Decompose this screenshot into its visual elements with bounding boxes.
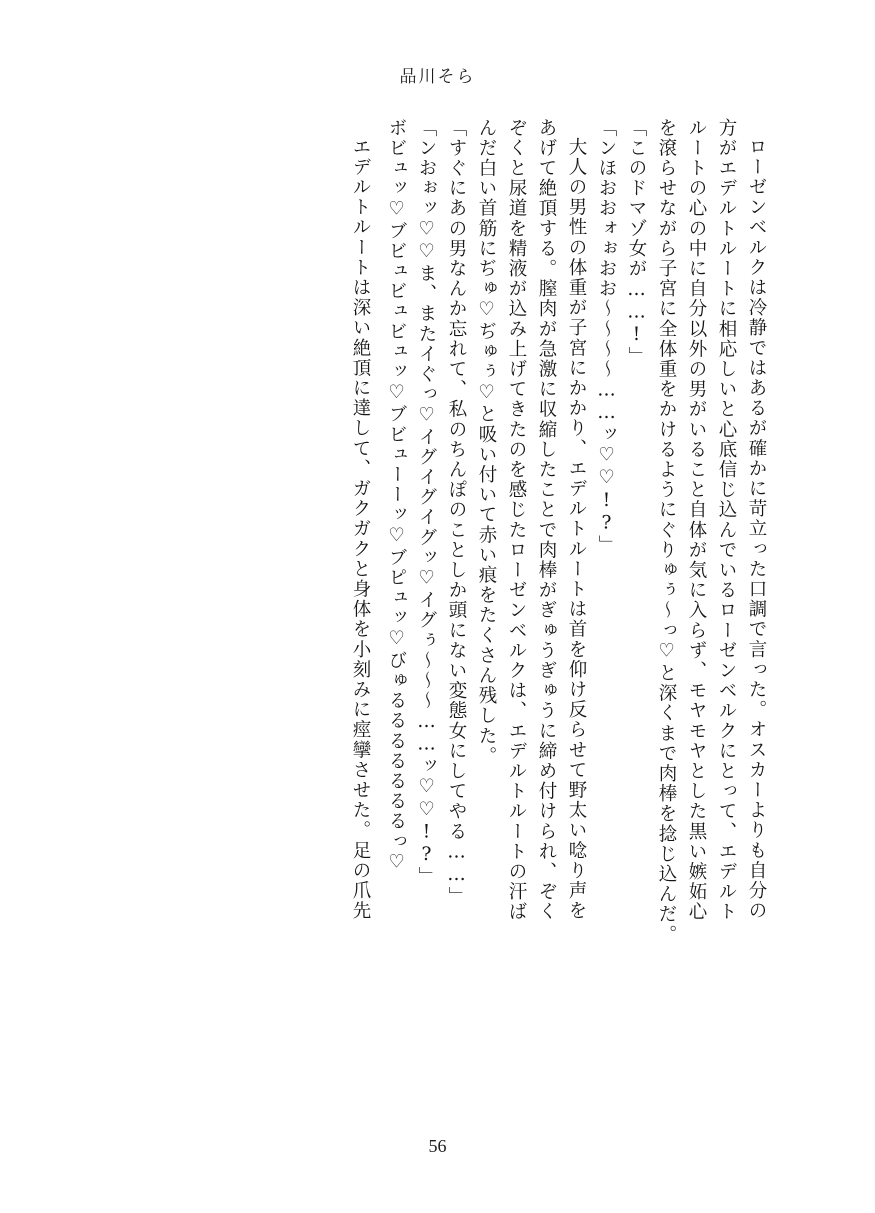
text-line-12: 「ンおぉッ♡♡ま、またイぐっ♡イグイグイグッ♡イグぅ～～～……ッ♡♡!?」 [416, 118, 437, 887]
text-line-1: ローゼンベルクは冷静ではあるが確かに苛立った口調で言った。オスカーよりも自分の [746, 137, 767, 921]
text-line-6: 「ンほおおォぉおお～～～～……ッ♡♡!?」 [596, 118, 617, 556]
text-line-14: エデルトルートは深い絶頂に達して、ガクガクと身体を小刻みに痙攣させた。足の爪先 [350, 137, 371, 921]
text-line-11: 「すぐにあの男なんか忘れて、私のちんぽのことしか頭にない変態女にしてやる……」 [446, 118, 467, 907]
text-line-4: を滾らせながら子宮に全体重をかけるようにぐりゅぅ～っ♡と深くまで肉棒を捻じ込んだ。 [656, 118, 677, 945]
text-line-3: ルートの心の中に自分以外の男がいること自体が気に入らず、モヤモヤとした黒い嫉妬心 [686, 118, 707, 922]
text-line-8: あげて絶頂する。膣肉が急激に収縮したことで肉棒がぎゅうぎゅうに締め付けられ、ぞく [536, 118, 557, 922]
text-line-5: 「このドマゾ女が……!」 [626, 118, 647, 367]
text-line-13: ボビュッ♡ブビュビュビュッ♡ブビューーッ♡ブピュッ♡びゅるるるるるるるっ♡ [386, 118, 407, 875]
running-head: 品川そら [399, 67, 476, 86]
text-line-9: ぞくと尿道を精液が込み上げてきたのを感じたローゼンベルクは、エデルトルートの汗ば [506, 118, 527, 922]
page-number: 56 [428, 1136, 447, 1156]
text-line-2: 方がエデルトルートに相応しいと心底信じ込んでいるローゼンベルクにとって、エデルト [716, 118, 737, 922]
text-line-7: 大人の男性の体重が子宮にかかり、エデルトルートは首を仰け反らせて野太い唸り声を [566, 137, 587, 921]
text-line-10: んだ白い首筋にぢゅ♡ぢゅぅ♡と吸い付いて赤い痕をたくさん残した。 [476, 118, 497, 767]
vertical-text-body [110, 118, 765, 1128]
